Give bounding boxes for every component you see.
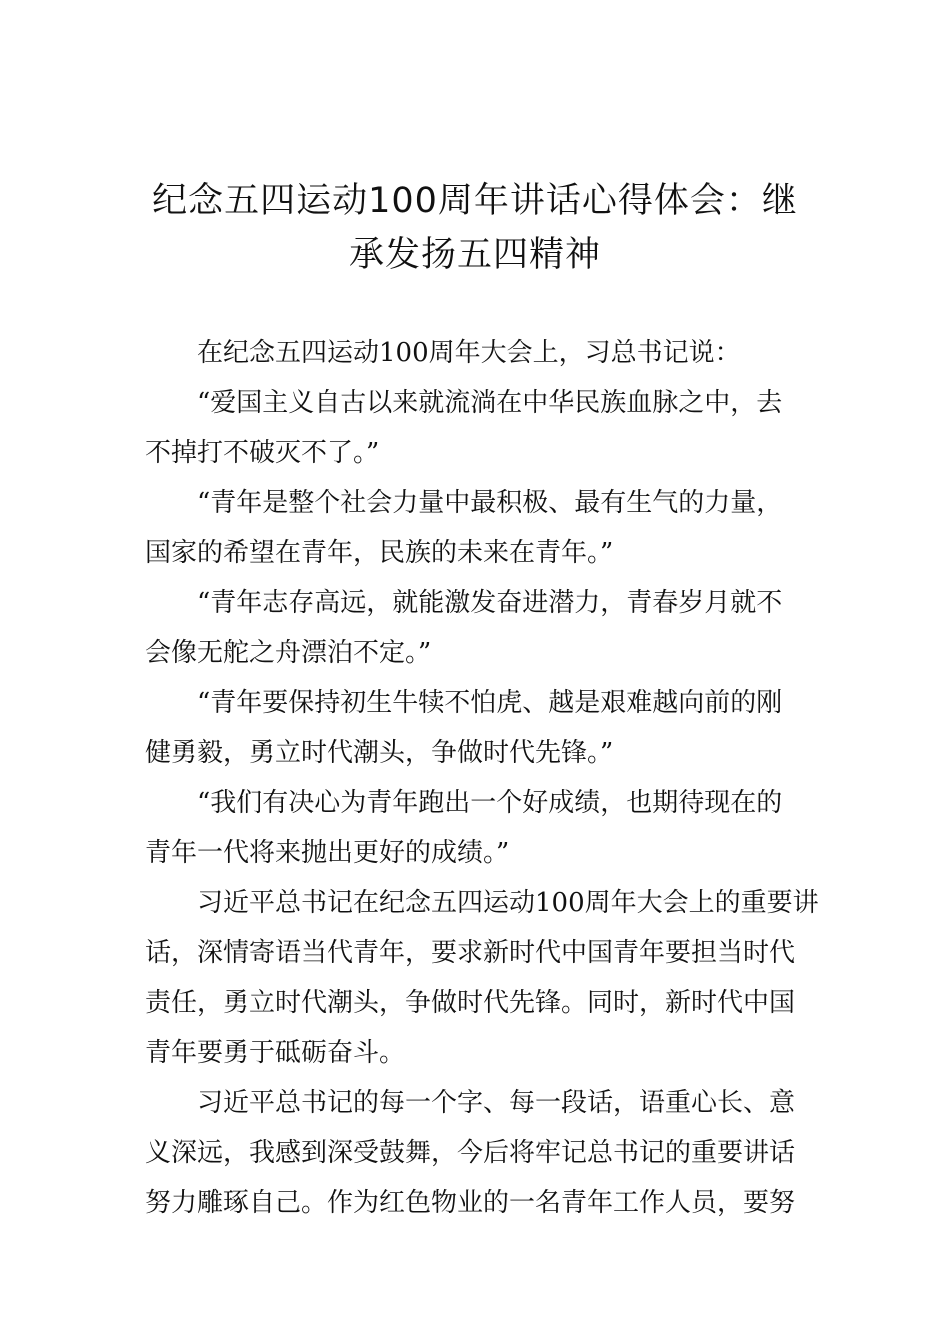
page-title <box>120 174 830 282</box>
paragraph-line: “青年是整个社会力量中最积极、最有生气的力量， <box>197 488 783 518</box>
paragraph-line: “青年志存高远，就能激发奋进潜力，青春岁月就不 <box>197 588 783 618</box>
title-line-2: 承发扬五四精神 <box>348 235 601 275</box>
paragraph-line: 会像无舵之舟漂泊不定。” <box>145 638 432 668</box>
paragraph-2 <box>145 378 810 478</box>
paragraph-3 <box>145 478 810 578</box>
paragraph-line: 国家的希望在青年，民族的未来在青年。” <box>145 538 614 568</box>
paragraph-line: 努力雕琢自己。作为红色物业的一名青年工作人员，要努 <box>145 1188 796 1218</box>
paragraph-line: 在纪念五四运动100周年大会上，习总书记说： <box>197 338 741 368</box>
paragraph-line: 青年一代将来抛出更好的成绩。” <box>145 838 510 868</box>
paragraph-8 <box>145 1078 810 1228</box>
paragraph-7 <box>145 878 819 1078</box>
paragraph-line: 责任，勇立时代潮头，争做时代先锋。同时，新时代中国 <box>145 988 796 1018</box>
paragraph-line: 习近平总书记的每一个字、每一段话，语重心长、意 <box>197 1088 796 1118</box>
paragraph-line: “爱国主义自古以来就流淌在中华民族血脉之中，去 <box>197 388 783 418</box>
paragraph-4 <box>145 578 810 678</box>
paragraph-line: 习近平总书记在纪念五四运动100周年大会上的重要讲 <box>197 888 819 918</box>
paragraph-1 <box>145 328 810 378</box>
paragraph-line: 话，深情寄语当代青年，要求新时代中国青年要担当时代 <box>145 938 796 968</box>
paragraph-line: “青年要保持初生牛犊不怕虎、越是艰难越向前的刚 <box>197 688 783 718</box>
paragraph-5 <box>145 678 810 778</box>
paragraph-6 <box>145 778 810 878</box>
paragraph-line: 不掉打不破灭不了。” <box>145 438 380 468</box>
paragraph-line: “我们有决心为青年跑出一个好成绩，也期待现在的 <box>197 788 783 818</box>
paragraph-line: 义深远，我感到深受鼓舞，今后将牢记总书记的重要讲话 <box>145 1138 796 1168</box>
paragraph-line: 健勇毅，勇立时代潮头，争做时代先锋。” <box>145 738 614 768</box>
document-body <box>145 328 819 1228</box>
paragraph-line: 青年要勇于砥砺奋斗。 <box>145 1038 406 1068</box>
title-line-1: 纪念五四运动100周年讲话心得体会：继 <box>152 181 798 221</box>
